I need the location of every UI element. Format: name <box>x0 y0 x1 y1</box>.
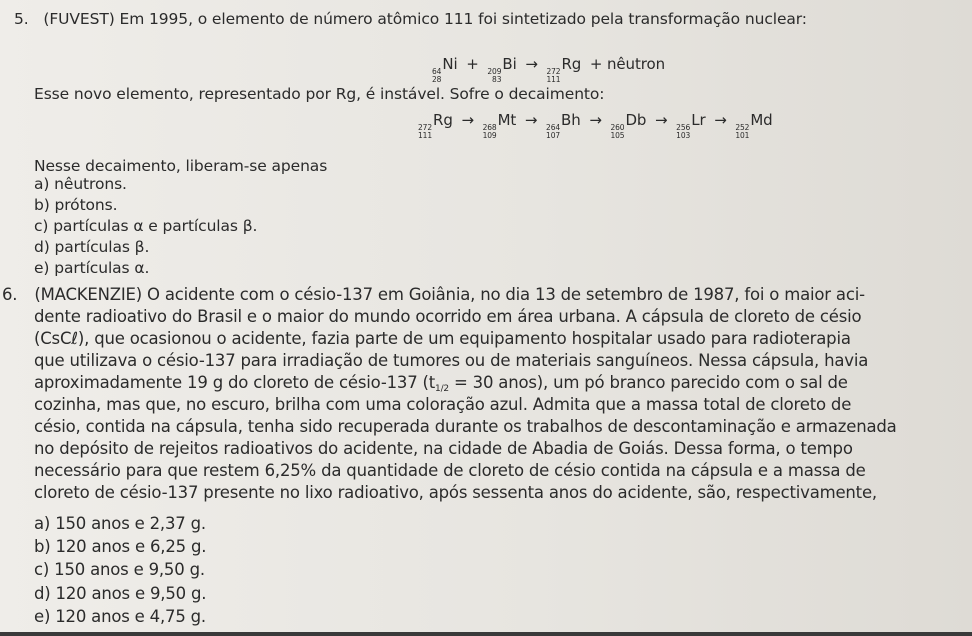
q6-option-d: d) 120 anos e 9,50 g. <box>34 584 207 603</box>
q6-line-2: dente radioativo do Brasil e o maior do mundo ocorrido em área urbana. A cápsula de cloreto de césio <box>34 307 862 326</box>
decay-arrow: → <box>714 111 727 129</box>
half-life-subscript: 1/2 <box>435 384 449 394</box>
q5-decay-intro: Esse novo elemento, representado por Rg, é instável. Sofre o decaimento: <box>34 85 605 103</box>
decay-arrow: → <box>461 111 474 129</box>
q6-line-1 <box>2 285 865 305</box>
q6-line-5-start: aproximadamente 19 g do cloreto de césio-137 (t <box>34 373 436 392</box>
q6-line-6: cozinha, mas que, no escuro, brilha com uma coloração azul. Admita que a massa total de cloreto de <box>34 395 852 414</box>
decay-bh: 264 107 Bh <box>546 111 581 140</box>
q5-option-c: c) partículas α e partículas β. <box>34 217 258 235</box>
q5-option-b: b) prótons. <box>34 196 118 214</box>
page-bottom-edge <box>0 632 972 636</box>
q5-option-a: a) nêutrons. <box>34 175 127 193</box>
q6-line-7: césio, contida na cápsula, tenha sido recuperada durante os trabalhos de descontaminação e armazenada <box>34 417 897 436</box>
decay-lr: 256 103 Lr <box>676 111 706 140</box>
q5-number: 5. <box>14 10 29 28</box>
reaction-arrow: → <box>525 55 538 73</box>
q6-option-b: b) 120 anos e 6,25 g. <box>34 537 207 556</box>
q5-option-e: e) partículas α. <box>34 259 150 277</box>
nuclide-rg: 272 111 Rg <box>546 55 582 84</box>
q6-line-8: no depósito de rejeitos radioativos do acidente, na cidade de Abadia de Goiás. Dessa forma, o tempo <box>34 439 853 458</box>
q5-question: Nesse decaimento, liberam-se apenas <box>34 157 328 175</box>
q6-line-9: necessário para que restem 6,25% da quantidade de cloreto de césio contida na cápsula e a massa de <box>34 461 866 480</box>
q6-option-a: a) 150 anos e 2,37 g. <box>34 514 206 533</box>
q5-option-d: d) partículas β. <box>34 238 150 256</box>
decay-md: 252 101 Md <box>735 111 773 140</box>
q6-line-4: que utilizava o césio-137 para irradiação de tumores ou de materiais sanguíneos. Nessa cápsula, havia <box>34 351 869 370</box>
q6-line-3: (CsCℓ), que ocasionou o acidente, fazia parte de um equipamento hospitalar usado para radioterapia <box>34 329 851 348</box>
decay-db: 260 105 Db <box>610 111 647 140</box>
q6-line-5-end: = 30 anos), um pó branco parecido com o sal de <box>448 373 848 392</box>
q5-statement-line <box>14 9 807 29</box>
decay-rg: 272 111 Rg <box>418 111 453 140</box>
decay-arrow: → <box>655 111 668 129</box>
q5-reaction <box>432 54 665 84</box>
decay-mt: 268 109 Mt <box>482 111 517 140</box>
nuclide-bi: 209 83 Bi <box>487 55 517 84</box>
q6-number: 6. <box>2 285 18 304</box>
nuclide-ni: 64 28 Ni <box>432 55 458 84</box>
q6-line-10: cloreto de césio-137 presente no lixo radioativo, após sessenta anos do acidente, são, respectivamente, <box>34 483 877 502</box>
plus-sign: + <box>466 55 479 73</box>
q6-text: (MACKENZIE) O acidente com o césio-137 em Goiânia, no dia 13 de setembro de 1987, foi o maior aci- <box>34 285 865 304</box>
q6-option-c: c) 150 anos e 9,50 g. <box>34 560 205 579</box>
q5-statement: (FUVEST) Em 1995, o elemento de número atômico 111 foi sintetizado pela transformação nuclear: <box>43 10 807 28</box>
plus-neutron: + nêutron <box>589 55 665 73</box>
q6-option-e: e) 120 anos e 4,75 g. <box>34 607 206 626</box>
decay-arrow: → <box>524 111 538 129</box>
decay-arrow: → <box>589 111 602 129</box>
q5-decay-chain <box>418 110 773 140</box>
